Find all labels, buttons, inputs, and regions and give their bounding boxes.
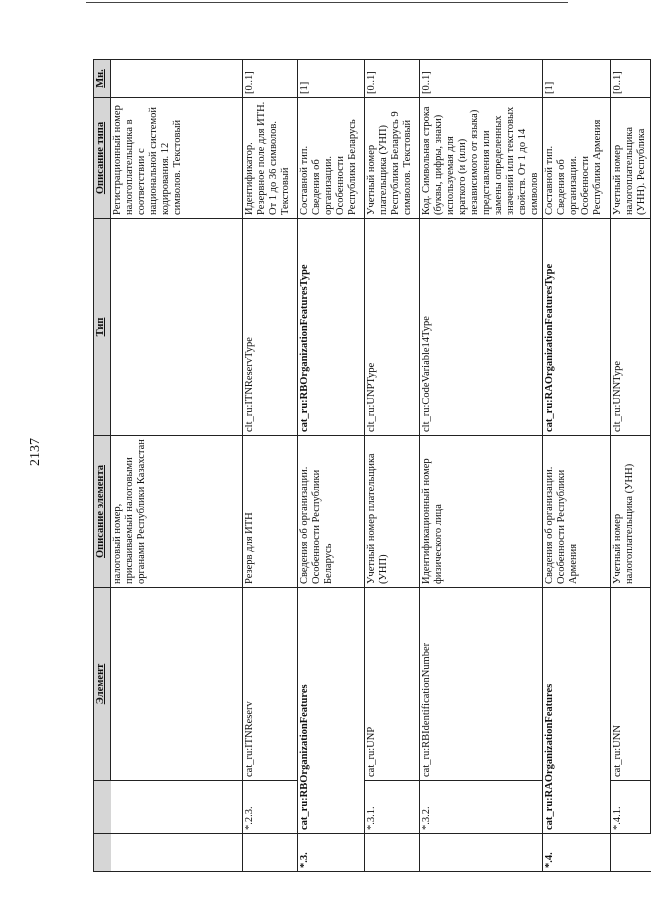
table-row — [111, 60, 243, 872]
row-multiplicity: [0..1] — [365, 60, 420, 98]
row-element-description: Сведения об организации. Особенности Республики Армения — [543, 436, 611, 588]
row-type: clt_ru:ITNReservType — [243, 219, 298, 436]
row-element: cat_ru:RAOrganizationFeatures — [543, 588, 611, 834]
header-element-description: Описание элемента — [94, 436, 111, 588]
row-multiplicity: [1] — [543, 60, 611, 98]
schema-table — [93, 59, 651, 872]
row-spacer — [111, 834, 243, 872]
row-type: clt_ru:UNPType — [365, 219, 420, 436]
row-type: clt_ru:CodeVariable14Type — [420, 219, 543, 436]
header-element: Элемент — [94, 588, 111, 781]
row-type-description: Идентификатор. Резервное поле для ИТН. От 1 до 36 символов. Текстовый — [243, 98, 298, 219]
row-element-description: Сведения об организации. Особенности Республики Беларусь — [298, 436, 365, 588]
row-type-description: Код. Символьная строка (буквы, цифры, знаки) используемая для краткого (и (или) независимого от языка) представления или замены определенных значений или текстовых свойств. От 1 до 14 символов — [420, 98, 543, 219]
row-type — [111, 219, 243, 436]
row-code: *.3.1. — [365, 781, 420, 834]
row-type: clt_ru:UNNType — [611, 219, 651, 436]
table-row — [298, 60, 365, 872]
header-type: Тип — [94, 219, 111, 436]
row-element: cat_ru:UNN — [611, 588, 651, 781]
top-rule — [86, 2, 568, 3]
row-spacer — [243, 834, 298, 872]
row-type-description: Составной тип. Сведения об организации. Особенности Республики Беларусь — [298, 98, 365, 219]
rotated-table-wrapper — [93, 60, 647, 872]
row-element — [111, 588, 243, 781]
row-multiplicity: [0..1] — [243, 60, 298, 98]
row-element: cat_ru:ITNReserv — [243, 588, 298, 781]
row-spacer — [611, 834, 651, 872]
row-element: cat_ru:RBOrganizationFeatures — [298, 588, 365, 834]
table-row — [543, 60, 611, 872]
row-element: cat_ru:RBIdentificationNumber — [420, 588, 543, 781]
header-spacer — [94, 781, 111, 834]
row-spacer — [420, 834, 543, 872]
row-element: cat_ru:UNP — [365, 588, 420, 781]
row-code: *.4. — [543, 834, 611, 872]
row-type: cat_ru:RBOrganizationFeaturesType — [298, 219, 365, 436]
row-type-description: Учетный номер плательщика (УНП) Республики Беларусь 9 символов. Текстовый — [365, 98, 420, 219]
row-code: *.2.3. — [243, 781, 298, 834]
row-type-description: Регистрационный номер налогоплательщика в соответствии с национальной системой кодирования. 12 символов. Текстовый — [111, 98, 243, 219]
page-number: 2137 — [28, 438, 43, 466]
row-multiplicity — [111, 60, 243, 98]
row-element-description: налоговый номер, присваиваемый налоговыми органами Республики Казахстан — [111, 436, 243, 588]
table-row — [611, 60, 651, 872]
row-code: *.3.2. — [420, 781, 543, 834]
row-code: *.4.1. — [611, 781, 651, 834]
header-spacer — [94, 834, 111, 872]
table-header-row — [94, 60, 111, 872]
row-type: cat_ru:RAOrganizationFeaturesType — [543, 219, 611, 436]
row-element-description: Идентификационный номер физического лица — [420, 436, 543, 588]
table-row — [243, 60, 298, 872]
row-multiplicity: [0..1] — [420, 60, 543, 98]
row-code — [111, 781, 243, 834]
row-type-description: Учетный номер налогоплательщика (УНН). Республика — [611, 98, 651, 219]
row-multiplicity: [1] — [298, 60, 365, 98]
row-multiplicity: [0..1] — [611, 60, 651, 98]
row-element-description: Учетный номер налогоплательщика (УНН) — [611, 436, 651, 588]
row-type-description: Составной тип. Сведения об организации. Особенности Республики Армения — [543, 98, 611, 219]
row-element-description: Резерв для ИТН — [243, 436, 298, 588]
table-row — [365, 60, 420, 872]
header-type-description: Описание типа — [94, 98, 111, 219]
row-spacer — [365, 834, 420, 872]
row-code: *.3. — [298, 834, 365, 872]
row-element-description: Учетный номер плательщика (УНП) — [365, 436, 420, 588]
table-row — [420, 60, 543, 872]
header-multiplicity: Мн. — [94, 60, 111, 98]
